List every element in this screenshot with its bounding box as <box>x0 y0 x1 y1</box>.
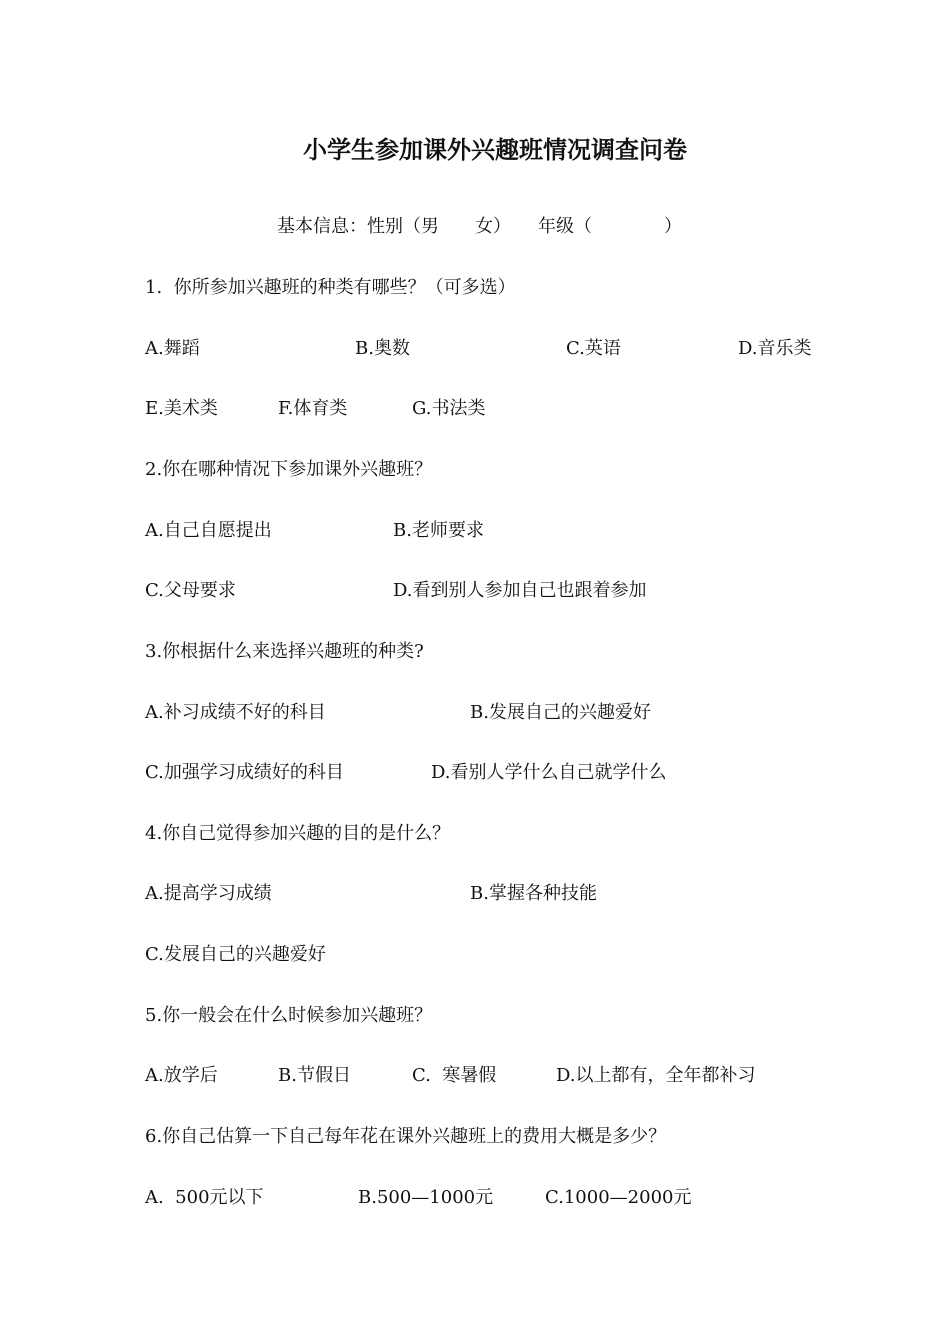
q3-option-b: B.发展自己的兴趣爱好 <box>470 702 651 723</box>
q4-option-c: C.发展自己的兴趣爱好 <box>145 944 326 965</box>
question-5: 5.你一般会在什么时候参加兴趣班？ <box>145 1005 433 1026</box>
question-6: 6.你自己估算一下自己每年花在课外兴趣班上的费用大概是多少？ <box>145 1126 667 1147</box>
q5-option-b: B.节假日 <box>278 1065 351 1086</box>
page-title: 小学生参加课外兴趣班情况调查问卷 <box>303 135 687 164</box>
q1-option-g: G.书法类 <box>412 398 486 419</box>
q1-option-f: F.体育类 <box>278 398 348 419</box>
q2-option-b: B.老师要求 <box>393 520 484 541</box>
q6-option-a: A. 500元以下 <box>145 1187 264 1208</box>
q5-option-d: D.以上都有，全年都补习 <box>556 1065 756 1086</box>
q1-option-c: C.英语 <box>566 338 621 359</box>
q2-option-c: C.父母要求 <box>145 580 236 601</box>
q1-option-a: A.舞蹈 <box>145 338 200 359</box>
q3-option-a: A.补习成绩不好的科目 <box>145 702 326 723</box>
q4-option-a: A.提高学习成绩 <box>145 883 272 904</box>
question-1: 1. 你所参加兴趣班的种类有哪些？（可多选） <box>145 277 516 298</box>
basic-info-line: 基本信息：性别（男 女） 年级（ ） <box>277 216 682 237</box>
q3-option-c: C.加强学习成绩好的科目 <box>145 762 344 783</box>
q1-option-e: E.美术类 <box>145 398 218 419</box>
q2-option-a: A.自己自愿提出 <box>145 520 272 541</box>
q2-option-d: D.看到别人参加自己也跟着参加 <box>393 580 647 601</box>
question-3: 3.你根据什么来选择兴趣班的种类? <box>145 641 424 662</box>
question-4: 4.你自己觉得参加兴趣的目的是什么？ <box>145 823 451 844</box>
q3-option-d: D.看别人学什么自己就学什么 <box>431 762 667 783</box>
question-2: 2.你在哪种情况下参加课外兴趣班？ <box>145 459 433 480</box>
q1-option-b: B.奥数 <box>355 338 410 359</box>
q1-option-d: D.音乐类 <box>738 338 812 359</box>
q6-option-b: B.500—1000元 <box>358 1187 494 1208</box>
q4-option-b: B.掌握各种技能 <box>470 883 597 904</box>
q6-option-c: C.1000—2000元 <box>545 1187 692 1208</box>
q5-option-a: A.放学后 <box>145 1065 218 1086</box>
q5-option-c: C. 寒暑假 <box>412 1065 497 1086</box>
